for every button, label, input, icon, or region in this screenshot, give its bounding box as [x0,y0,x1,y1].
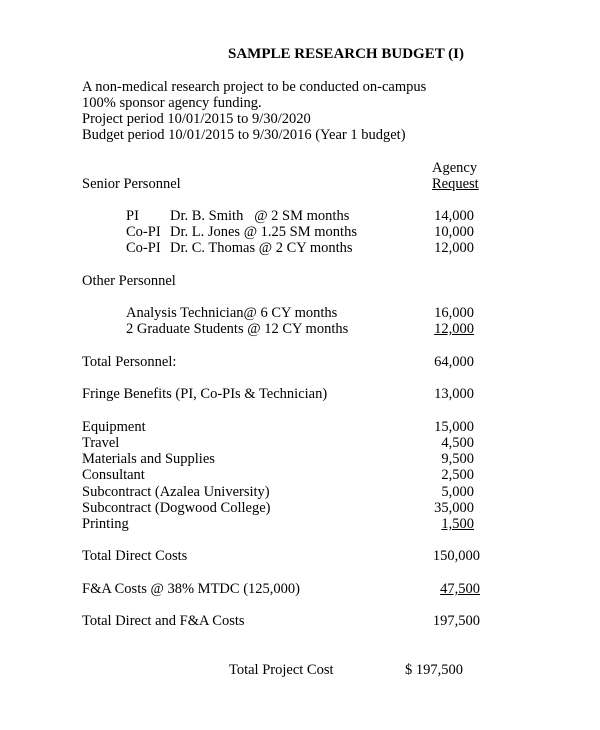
expense-label: Materials and Supplies [82,451,215,467]
column-header-agency: Agency [432,160,478,176]
senior-desc: Dr. B. Smith @ 2 SM months [170,208,350,224]
intro-line-4: Budget period 10/01/2015 to 9/30/2016 (Year 1 budget) [82,127,406,143]
senior-amount: 10,000 [434,224,474,240]
total-direct-fa-label: Total Direct and F&A Costs [82,613,245,629]
total-direct-fa-amount: 197,500 [432,613,480,629]
total-personnel-label: Total Personnel: [82,354,177,370]
senior-role: PI [126,208,139,224]
other-personnel-desc: Analysis Technician@ 6 CY months [126,305,338,321]
fringe-amount: 13,000 [434,386,474,402]
expense-label: Travel [82,435,120,451]
total-direct-label: Total Direct Costs [82,548,188,564]
document-title: SAMPLE RESEARCH BUDGET (I) [228,46,465,62]
other-personnel-heading: Other Personnel [82,273,176,289]
total-direct-amount: 150,000 [432,548,480,564]
expense-label: Printing [82,516,129,532]
other-personnel-desc: 2 Graduate Students @ 12 CY months [126,321,349,337]
senior-desc: Dr. L. Jones @ 1.25 SM months [170,224,357,240]
intro-line-3: Project period 10/01/2015 to 9/30/2020 [82,111,311,127]
fa-costs-label: F&A Costs @ 38% MTDC (125,000) [82,581,300,597]
intro-line-2: 100% sponsor agency funding. [82,95,262,111]
expense-amount: 2,500 [441,467,474,483]
fa-costs-amount: 47,500 [440,581,480,597]
other-personnel-amount: 16,000 [434,305,474,321]
intro-line-1: A non-medical research project to be conducted on-campus [82,79,427,95]
expense-amount: 1,500 [441,516,474,532]
other-personnel-amount: 12,000 [434,321,474,337]
expense-amount: 35,000 [434,500,474,516]
senior-role: Co-PI [126,224,161,240]
senior-desc: Dr. C. Thomas @ 2 CY months [170,240,353,256]
expense-label: Equipment [82,419,146,435]
expense-label: Subcontract (Dogwood College) [82,500,271,516]
fringe-label: Fringe Benefits (PI, Co-PIs & Technician) [82,386,328,402]
total-project-label: Total Project Cost [229,662,334,678]
column-header-request: Request [432,176,479,192]
expense-label: Subcontract (Azalea University) [82,484,270,500]
expense-amount: 9,500 [441,451,474,467]
senior-role: Co-PI [126,240,161,256]
senior-amount: 14,000 [434,208,474,224]
expense-amount: 5,000 [441,484,474,500]
expense-amount: 4,500 [441,435,474,451]
total-project-amount: $ 197,500 [405,662,463,678]
expense-amount: 15,000 [434,419,474,435]
senior-amount: 12,000 [434,240,474,256]
expense-label: Consultant [82,467,145,483]
total-personnel-amount: 64,000 [434,354,474,370]
senior-personnel-heading: Senior Personnel [82,176,181,192]
